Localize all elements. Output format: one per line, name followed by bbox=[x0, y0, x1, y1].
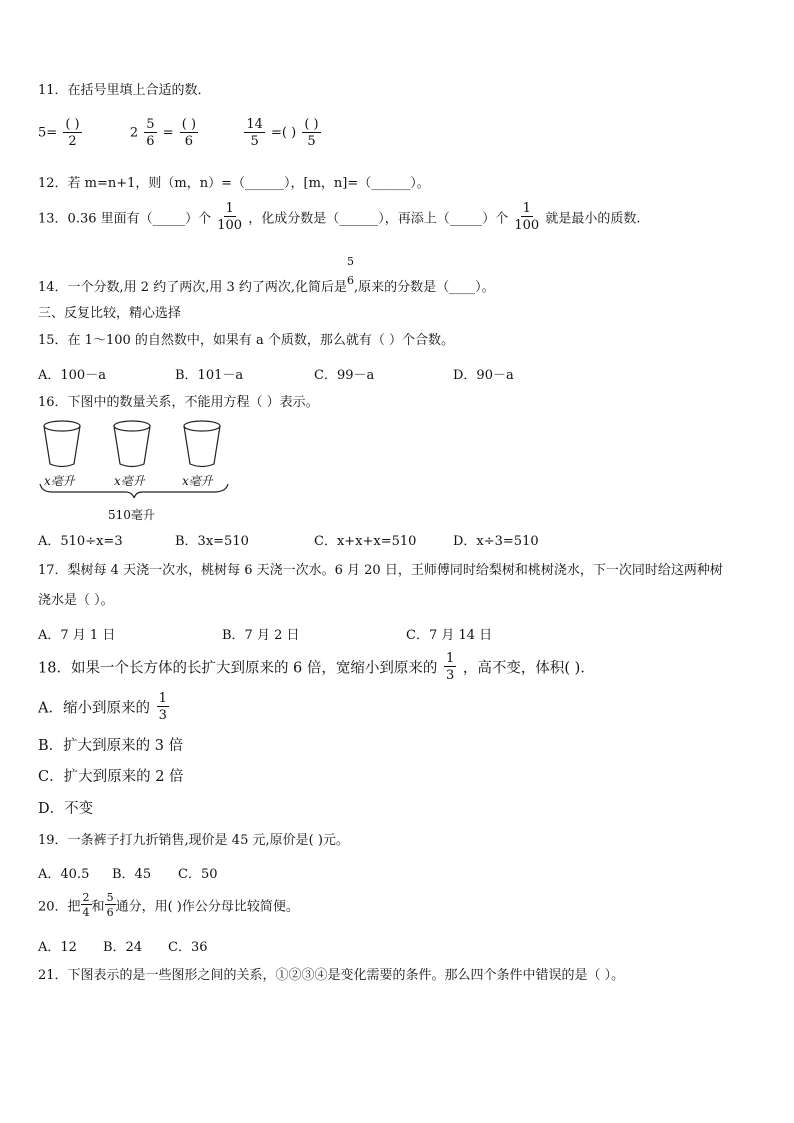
q12-text: 12．若 m=n+1，则（m，n）=（______），[m，n]=（______）。 bbox=[38, 176, 430, 191]
q13-part1: 13．0.36 里面有（_____）个 bbox=[38, 211, 212, 227]
q16-option-b[interactable]: B．3x=510 bbox=[175, 534, 249, 549]
q20-option-a[interactable]: A．12 bbox=[38, 940, 77, 955]
q14-part2: ,原来的分数是（____）。 bbox=[354, 280, 495, 295]
q17-option-a[interactable]: A．7 月 1 日 bbox=[38, 628, 116, 643]
q20-part1: 20．把 bbox=[38, 899, 81, 915]
q15-option-a[interactable]: A．100－a bbox=[38, 368, 106, 383]
section-3-heading: 三、反复比较，精心选择 bbox=[38, 306, 182, 321]
q20-fraction-1: $\frac{2}{4}$ bbox=[82, 891, 90, 919]
q11-e3-fraction: $\frac{14}{5}$ bbox=[246, 117, 263, 149]
q18-part2: ，高不变，体积( )． bbox=[462, 660, 595, 677]
q16-text: 16．下图中的数量关系，不能用方程（ ）表示。 bbox=[38, 395, 319, 410]
q16-cup-label-3: x毫升 bbox=[182, 474, 213, 488]
q19-option-b[interactable]: B．45 bbox=[112, 867, 152, 882]
q13-line bbox=[38, 202, 641, 232]
q11-e1-lhs: 5= bbox=[38, 125, 58, 141]
q11-e1-fraction: $\frac{( )}{2}$ bbox=[65, 117, 80, 149]
cup-1-icon bbox=[44, 421, 80, 467]
q20-option-c[interactable]: C．36 bbox=[168, 940, 208, 955]
q11-e2-eq: = bbox=[162, 125, 174, 141]
q20-fraction-2: $\frac{5}{6}$ bbox=[106, 891, 114, 919]
q15-option-b[interactable]: B．101－a bbox=[175, 368, 244, 383]
q11-e2-fraction: $\frac{5}{6}$ bbox=[146, 117, 155, 149]
q16-cup-label-2: x毫升 bbox=[114, 474, 145, 488]
cup-3-icon bbox=[184, 421, 220, 467]
q18-option-b[interactable]: B．扩大到原来的 3 倍 bbox=[38, 738, 184, 754]
q18-line bbox=[38, 652, 595, 682]
q11-e3-result: $\frac{( )}{5}$ bbox=[304, 117, 319, 149]
q17-line-1: 17．梨树每 4 天浇一次水，桃树每 6 天浇一次水。6 月 20 日，王师傅同时给梨树和桃树浇水，下一次同时给这两种树 bbox=[38, 563, 723, 578]
q19-option-c[interactable]: C．50 bbox=[178, 867, 218, 882]
q15-option-d[interactable]: D．90－a bbox=[453, 368, 514, 383]
q19-text: 19．一条裤子打九折销售,现价是 45 元,原价是( )元。 bbox=[38, 833, 349, 848]
q13-part2: ，化成分数是（______），再添上（_____）个 bbox=[248, 211, 509, 227]
q18-option-a[interactable]: A．缩小到原来的 $\frac{1}{3}$ bbox=[38, 691, 167, 723]
q18-option-d[interactable]: D．不变 bbox=[38, 801, 94, 817]
q20-line bbox=[38, 892, 299, 918]
q13-fraction-2: $\frac{1}{100}$ bbox=[514, 201, 540, 233]
q11-expressions bbox=[38, 118, 323, 148]
q17-option-b[interactable]: B．7 月 2 日 bbox=[222, 628, 300, 643]
q15-option-c[interactable]: C．99－a bbox=[314, 368, 375, 383]
q18-fraction: $\frac{1}{3}$ bbox=[446, 651, 455, 683]
q15-text: 15．在 1～100 的自然数中，如果有 a 个质数，那么就有（ ）个合数。 bbox=[38, 333, 455, 348]
q11-text: 11．在括号里填上合适的数． bbox=[38, 83, 211, 98]
q20-and: 和 bbox=[91, 899, 105, 915]
q16-total-label: 510毫升 bbox=[108, 508, 155, 522]
q16-option-a[interactable]: A．510÷x=3 bbox=[38, 534, 123, 549]
q14-fraction: 5 6 bbox=[347, 255, 355, 287]
q14-line bbox=[38, 255, 495, 295]
q11-e2-result: $\frac{( )}{6}$ bbox=[181, 117, 197, 149]
q14-part1: 14．一个分数,用 2 约了两次,用 3 约了两次,化简后是 bbox=[38, 280, 348, 295]
q17-option-c[interactable]: C．7 月 14 日 bbox=[406, 628, 493, 643]
cup-2-icon bbox=[114, 421, 150, 467]
q18-option-c[interactable]: C．扩大到原来的 2 倍 bbox=[38, 769, 184, 785]
q13-part3: 就是最小的质数. bbox=[545, 211, 641, 227]
q17-line-2: 浇水是（ ）。 bbox=[38, 593, 114, 608]
q20-option-b[interactable]: B．24 bbox=[103, 940, 143, 955]
q11-e3-eq: =( ) bbox=[271, 125, 297, 141]
q16-option-c[interactable]: C．x+x+x=510 bbox=[314, 534, 417, 549]
q16-option-d[interactable]: D．x÷3=510 bbox=[453, 534, 539, 549]
q18-part1: 18．如果一个长方体的长扩大到原来的 6 倍，宽缩小到原来的 bbox=[38, 660, 438, 677]
q19-option-a[interactable]: A．40.5 bbox=[38, 867, 90, 882]
q21-text: 21．下图表示的是一些图形之间的关系，①②③④是变化需要的条件。那么四个条件中错误的是（ ）。 bbox=[38, 968, 625, 983]
q13-fraction-1: $\frac{1}{100}$ bbox=[217, 201, 243, 233]
q18-option-a-fraction: $\frac{1}{3}$ bbox=[158, 691, 167, 723]
q11-e2-whole: 2 bbox=[129, 125, 139, 141]
q20-part2: 通分，用( )作公分母比较简便。 bbox=[115, 899, 299, 915]
q16-cup-label-1: x毫升 bbox=[44, 474, 75, 488]
